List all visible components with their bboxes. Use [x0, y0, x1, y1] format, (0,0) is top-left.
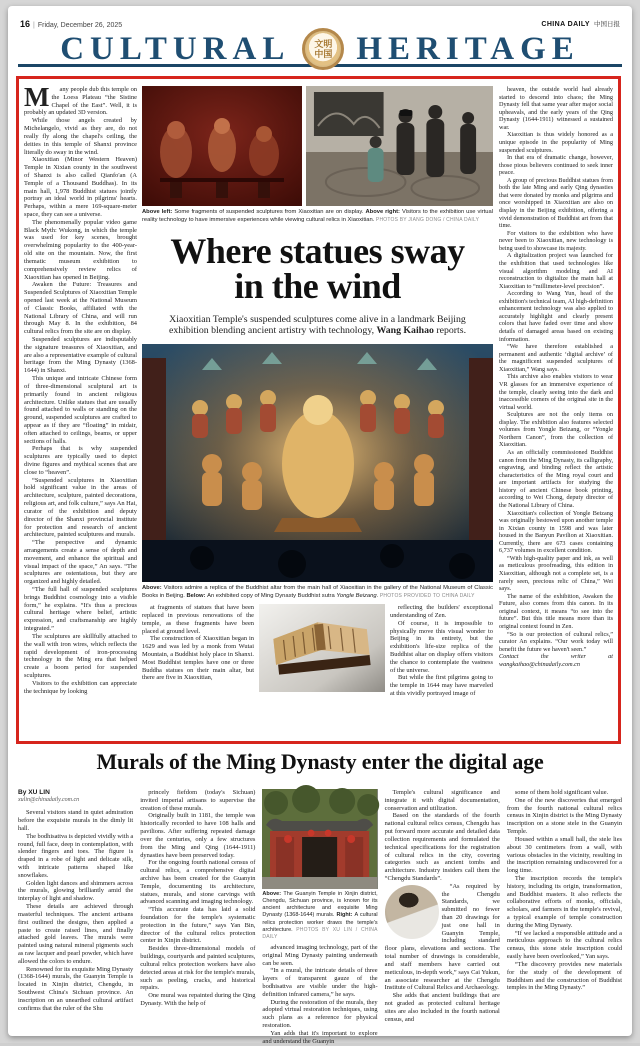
paragraph: “With high-quality paper and ink, as well as meticulous proofreading, this edition in Xiaoxitian, although not a complete set, is a rarely seen, precious relic of China,” Wei says.: [499, 554, 613, 593]
contact-line: Contact the writer at wangkaihao@chinadaily.com.cn: [499, 653, 613, 668]
byline-email: xulin@chinadaily.com.cn: [18, 797, 80, 804]
caption-segment: Xiaoxitian Temple's suspended sculptures come alive in a landmark Beijing exhibition blending ancient artistry with technology,: [168, 313, 466, 337]
article1-subhead: [153, 314, 483, 338]
paragraph: any people dub this temple on the Loess Plateau “the Sistine Chapel of the East”. Well, it is probably an updated 3D version.: [24, 86, 137, 117]
article2-col1: [18, 789, 133, 1031]
paragraph: But while the first pilgrims going to the temple in 1644 may have marveled at this vividly portrayed image of: [390, 674, 493, 698]
paragraph: Temple's cultural significance and integrate it with digital documentation, conservation and utilization.: [384, 789, 500, 812]
caption-segment: Above right:: [365, 209, 402, 215]
byline: By XU LIN: [18, 789, 50, 796]
paragraph: These details are achieved through masterful techniques. The ancient artisans first outlined the designs, then applied a paste to create raised lines, and finally attached gold leaves. The murals were painted using natural mineral pigments such as raw lacquer and pearl powder, which have allowed the colors to endure.: [18, 903, 134, 965]
page-number: 16: [20, 19, 31, 29]
brand-name-chinese: 中国日报: [594, 21, 620, 28]
masthead-word-left: CULTURAL: [60, 30, 291, 67]
caption-segment: Visitors admire a replica of the Buddhist altar from the main hall of Xiaoxitian in the gallery of the National Museum of Classic Books in Beijing.: [142, 585, 493, 599]
paragraph: The sculptures are skillfully attached to the wall with iron wires, which reflects the rapid development of iron-processing technology in the Ming era that helped create a boom period for suspended sculptures.: [24, 632, 137, 679]
paragraph: Xiaoxitian is thus widely honored as a unique episode in the popularity of Ming suspended sculptures.: [499, 131, 613, 154]
paragraph: The inscription records the temple's history, including its origin, transformation, and Buddhist masters. It also reflects the collaborative efforts of monks, officials, scholars, and farmers in the temple's revival, a typical example of temple construction during the Ming Dynasty.: [506, 874, 623, 929]
paragraph: Sculptures are not the only items on display. The exhibition also features selected volumes from Yongle Beizang, or “Yongle Northern Canon”, from the collection of Xiaoxitian.: [499, 411, 613, 449]
article1-right-column-text: [499, 86, 613, 653]
paragraph: Besides three-dimensional models of buildings, courtyards and painted sculptures, cultural relics protection workers have also detected areas at risk for the temple's murals, such as peeling, cracks, and historical repairs.: [140, 945, 256, 992]
paragraph: advanced imaging technology, part of the original Ming Dynasty painting underneath can be seen.: [262, 943, 378, 967]
paragraph: “The discovery provides new materials for the study of the development of Buddhism and the construction of Buddhist temples in the Ming Dynasty.”: [506, 960, 623, 992]
paragraph: For visitors to the exhibition who have never been to Xiaoxitian, new technology is being used to showcase its majesty.: [499, 229, 613, 252]
photo-worker-drawing: [385, 885, 439, 939]
caption-segment: A cultural relics protection worker draws the temple's architecture.: [262, 912, 378, 933]
paragraph: some of them hold significant value.: [514, 789, 609, 796]
paragraph: A digitalization project was launched for the exhibition that used technologies like visual algorithm modeling and AI reconstruction to digitalize the main hall at Xiaoxitian to “millimeter-level precision”.: [499, 252, 613, 290]
brand-name: CHINA DAILY: [541, 21, 590, 28]
article2-col4: [385, 789, 500, 1031]
paragraph: In that era of dramatic change, however, those pious believers continued to seek inner peace.: [499, 154, 613, 177]
paragraph: Housed within a small hall, the stele lies about 30 centimeters from a wall, with various obstacles in the vicinity, resulting in the inscription remaining undiscovered for a long time.: [506, 835, 623, 875]
paragraph: The name of the exhibition, Awaken the Future, also comes from this canon. In its original context, it means “to see into the future”. But this title means more than its original context found in Zen.: [499, 592, 613, 630]
article2-col3: [262, 789, 378, 1045]
caption-segment: Visitors to the exhibition use virtual reality technology to have immersive experiences while viewing cultural relics in Xiaoxitian.: [142, 209, 493, 223]
paragraph: Several visitors stand in quiet admiration before the exquisite murals in the dimly lit hall.: [18, 809, 134, 832]
photo-credit: PHOTOS PROVIDED TO CHINA DAILY: [379, 592, 475, 599]
photo-sculpture-fragments: [142, 86, 302, 206]
paragraph: “As required by the Chengdu Standards, we submitted no fewer than 20 drawings for just one hall in Guanyin Temple, including standard floor plans, elevations and sections. The total number of drawings is considerable, and staff members have carried out meticulous, in-depth work,” says Cai Yukun, an associate researcher at the Chengdu Institute of Cultural Relics and Archaeology.: [384, 882, 500, 992]
caption-segment: Below:: [186, 592, 208, 599]
caption-segment: Above:: [142, 585, 164, 592]
paragraph: heaven, the outside world had already started to descend into chaos; the Ming Dynasty fell that same year after major social upheavals, and the early years of the Qing Dynasty (1644-1911) witnessed a sustained war.: [499, 86, 613, 131]
photo-sutra-book: [259, 604, 385, 692]
paragraph: During the restoration of the murals, they adopted virtual restoration techniques, using such plans as a reference for physical restoration.: [262, 998, 378, 1030]
paragraph: Xiaoxitian's collection of Yongle Beizang was originally bestowed upon another temple in Xixian county in 1598 and was later housed in the Banyun Pavilion at Xiaoxitian. Currently, there are 673 cases containing 6,737 volumes in excellent condition.: [499, 509, 613, 555]
paragraph: Yan adds that it's important to explore and understand the Guanyin: [262, 1029, 378, 1045]
caption-segment: The Guanyin Temple in Xinjin district, Chengdu, Sichuan province, is known for its ancient architecture and exquisite Ming Dynasty (1368-1644) murals.: [262, 891, 378, 919]
photo-credit: PHOTOS BY XU LIN / CHINA DAILY: [262, 926, 378, 940]
paragraph: This archive also enables visitors to wear VR glasses for an immersive experience of the temple, clearly seeing into the dark and inaccessible corners of the original site in the virtual world.: [499, 373, 613, 411]
paragraph: reflecting the builders' exceptional understanding of Zen.: [390, 604, 493, 619]
caption-segment: Wang Kaihao: [376, 325, 434, 337]
page-date: Friday, December 26, 2025: [37, 22, 123, 29]
paragraph: Originally built in 1181, the temple was historically recorded to have 108 halls and pavilions. After suffering repeated damage over the centuries, only a few structures from the Ming and Qing (1644-1911) dynasties have been preserved today.: [140, 812, 256, 859]
top-photo-row: [142, 86, 493, 206]
photo-credit: PHOTOS BY JIANG DONG / CHINA DAILY: [375, 216, 480, 223]
paragraph: A group of precious Buddhist statues from both the late Ming and early Qing dynasties that were donated by monks and pilgrims and once worshipped in Xiaoxitian are also on display in the Beijing exhibition, offering a vivid demonstration of Buddhist art from that time.: [499, 176, 613, 230]
paragraph: “This accurate data has laid a solid foundation for the temple's systematic protection in the future,” says Yan Bin, director of the cultural relics protection center in Xinjin district.: [140, 906, 256, 945]
article2-col2: [140, 789, 255, 1031]
masthead-word-right: HERITAGE: [356, 30, 580, 67]
article2-headline: Murals of the Ming Dynasty enter the digital age: [96, 749, 544, 774]
top-photos-caption: [142, 209, 493, 224]
paragraph: “The full hall of suspended sculptures brings Buddhist cosmology into a visible form,” he explains. “It's thus a precious cultural heritage where belief, artistic expression, and craftsmanship are highly integrated.”: [24, 586, 137, 633]
photo-altar-replica: [142, 344, 493, 582]
paragraph: “We have therefore established a permanent and authentic ‘digital archive’ of the magnificent suspended sculptures of Xiaoxitian,” Wang says.: [499, 343, 613, 373]
paragraph: Of course, it is impossible to physically move this visual wonder to Beijing in its entirety, but the exhibition's life-size replica of the Buddhist altar on display offers visitors the chance to contemplate the vastness of the universe.: [390, 619, 493, 674]
paragraph: at fragments of statues that have been replaced in previous renovations of the temple, as these fragments have been placed at ground level.: [142, 604, 254, 635]
paragraph: Xiaoxitian (Minor Western Heaven) Temple in Xixian county in the southwest of Shanxi is also called Qianfo'an (A Temple of a Thousand Buddhas). In its main hall, 1,978 Buddhist statues jointly portray an ideal world in pilgrims' hearts. Perhaps, within a mere 169-square-meter space, they can see a universe.: [24, 156, 137, 218]
section-masthead: [8, 28, 632, 70]
photo-guanyin-temple: [262, 789, 377, 889]
photo-vr-visitors: [306, 86, 493, 206]
drop-cap: M: [24, 82, 50, 112]
article1-red-box: [16, 76, 621, 744]
paragraph: According to Wang Yun, head of the exhibition's technical team, AI high-definition enhancement technology was also applied to accurately highlight and clearly present colors that have faded over time and show details of damaged areas based on existing information.: [499, 290, 614, 343]
article1-left-column-text: [24, 82, 137, 695]
caption-segment: Some fragments of suspended sculptures from Xiaoxitian are on display.: [174, 209, 366, 215]
paragraph: Golden light dances and shimmers across the murals, glowing brilliantly amid the interplay of light and shadow.: [18, 879, 134, 903]
altar-photo-caption: [142, 585, 493, 600]
paragraph: Renowned for its exquisite Ming Dynasty (1368-1644) murals, the Guanyin Temple is located in Xinjin district, Chengdu, in Southwest China's Sichuan province. An inscription on an unearthed cultural artifact confirms that the ruler of the Shu: [18, 965, 134, 1012]
paragraph: “In a mural, the intricate details of three layers of transparent gauze of the bodhisattva are visible under the high-definition infrared camera,” he says.: [262, 967, 378, 998]
paragraph: Perhaps that is why suspended sculptures are typically used to depict divine figures and mythical scenes that are close to “heaven”.: [24, 445, 137, 476]
paragraph: “The perspective and dynamic arrangements create a sense of depth and movement, and enhance the spiritual and visual impact of the space,” An says. “The sculptures are ostentatious, but they are organized and highly detailed.: [24, 539, 137, 586]
article1-headline: Where statues sway in the wind: [170, 231, 465, 307]
caption-segment: .: [376, 592, 380, 599]
temple-photo-caption: [262, 891, 377, 941]
paragraph: “So is our protection of cultural relics,” curator An explains. “Our work today will benefit the future we haven't seen.”: [499, 630, 613, 653]
article1-mid-column-left: [142, 604, 254, 696]
article2-col5: [507, 789, 622, 1031]
article1-center-area: [142, 86, 493, 734]
article1-left-column: [24, 82, 137, 734]
caption-segment: Above left:: [142, 209, 175, 215]
caption-segment: reports.: [433, 325, 467, 337]
paragraph: While those angels created by Michelangelo, vivid as they are, do not really fly along the chapel's ceiling, the deities in this temple of Shanxi province literally do sway in the wind.: [24, 117, 137, 156]
caption-segment: An exhibited copy of Ming Dynasty Buddhist sutra: [207, 592, 337, 599]
paragraph: Based on the standards of the fourth national cultural relics census, Chengdu has put forward more accurate and detailed data collection requirements and formulated the technical specifications for the registration of cultural relics in the city, covering categories such as ancient tombs and architecture. Industry insiders call them the “Chengdu Standards”.: [384, 812, 500, 882]
paragraph: Awaken the Future: Treasures and Suspended Sculptures of Xiaoxitian Temple opened last week at the National Museum of Classic Books, affiliated with the National Library of China, and will run through May 8. In the exhibition, 84 cultural relics from the site are on display.: [24, 281, 137, 336]
article2-col3-text: [262, 944, 377, 1046]
article2-col1-text: [18, 809, 133, 1012]
caption-segment: Yongle Beizang: [336, 592, 377, 599]
paragraph: One mural was repainted during the Qing Dynasty. With the help of: [140, 992, 256, 1007]
paragraph: Visitors to the exhibition can appreciate the technique by looking: [24, 679, 137, 695]
paragraph: Suspended sculptures are indisputably the signature treasures of Xiaoxitian, and are also a representative example of cultural heritage from the Ming Dynasty (1368-1644) in Shanxi.: [24, 336, 137, 375]
paragraph: For the ongoing fourth national census of cultural relics, a comprehensive digital archive has been created for the Guanyin Temple, documenting its architecture, statues, murals, and stone carvings with advanced scanning and imaging technology.: [140, 859, 256, 906]
paragraph: The phenomenally popular video game Black Myth: Wukong, in which the temple was used for key scenes, brought overwhelming popularity to the 400-year-old site on the mountain. Now, the first thematic museum exhibition to comprehensively review relics of Xiaoxitian has opened in Beijing.: [24, 218, 137, 281]
caption-segment: Right:: [336, 912, 355, 919]
paragraph: The bodhisattva is depicted vividly with a round, full face, deep in contemplation, with slender fingers and toes. The figure is draped in a robe of light and delicate silk, with intricate patterns shaped like snowflakes.: [18, 832, 134, 879]
paragraph: “If we lacked a responsible attitude and a meticulous approach to the cultural relics census, this stone stele inscription could easily have been overlooked,” Yan says.: [506, 929, 623, 961]
paragraph: “Suspended sculptures in Xiaoxitian hold significant value in the areas of architecture, sculpture, painted decorations, religious art, and folk culture,” says An Hai, curator of the exhibition and deputy director of the Shanxi provincial institute for protection and research of ancient architecture, painted sculptures and murals.: [24, 476, 137, 539]
paragraph: The construction of Xiaoxitian began in 1629 and was led by a monk from Wutai Mountain, a Buddhist holy place in Shanxi. Most Buddhist temples have one or three Buddha statues on their main altar, but there are five in Xiaoxitian,: [142, 635, 254, 682]
caption-segment: Above:: [262, 891, 284, 897]
paper-sheet: [8, 6, 632, 1045]
article1-mid-strip: [142, 604, 493, 696]
article2-col4-text-top: [385, 789, 500, 883]
paragraph: One of the new discoveries that emerged from the fourth national cultural relics census in Xinjin district is the Ming Dynasty inscription on a stone stele in the Guanyin Temple.: [506, 796, 623, 836]
paragraph: This unique and intricate Chinese form of three-dimensional sculptural art is primarily found in ancient religious architecture. Unlike statues that are usually found attached to walls or standing on the ground, suspended sculptures are crafted to appear as if they are “floating” in midair, often attached to ceilings, beams, or upper sections of halls.: [24, 375, 137, 445]
article1-mid-column-right: [390, 604, 493, 696]
civilization-china-seal-icon: 文明中国: [302, 28, 344, 70]
folio-divider: |: [33, 22, 35, 29]
article2-columns: [18, 789, 623, 1045]
paragraph: She adds that ancient buildings that are not graded as protected cultural heritage sites are also included in the fourth national census, and: [384, 992, 500, 1023]
paragraph: princely fiefdom (today's Sichuan) invited imperial artisans to supervise the creation of these murals.: [140, 789, 256, 812]
paragraph: As an officially commissioned Buddhist canon from the Ming Dynasty, its calligraphy, engraving, and binding reflect the artistic characteristics of the Ming royal court and are important artifacts for studying the history of ancient Chinese book printing, according to Wei Chong, deputy director of the National Library of China.: [499, 449, 613, 509]
article1-right-column: [499, 86, 613, 734]
